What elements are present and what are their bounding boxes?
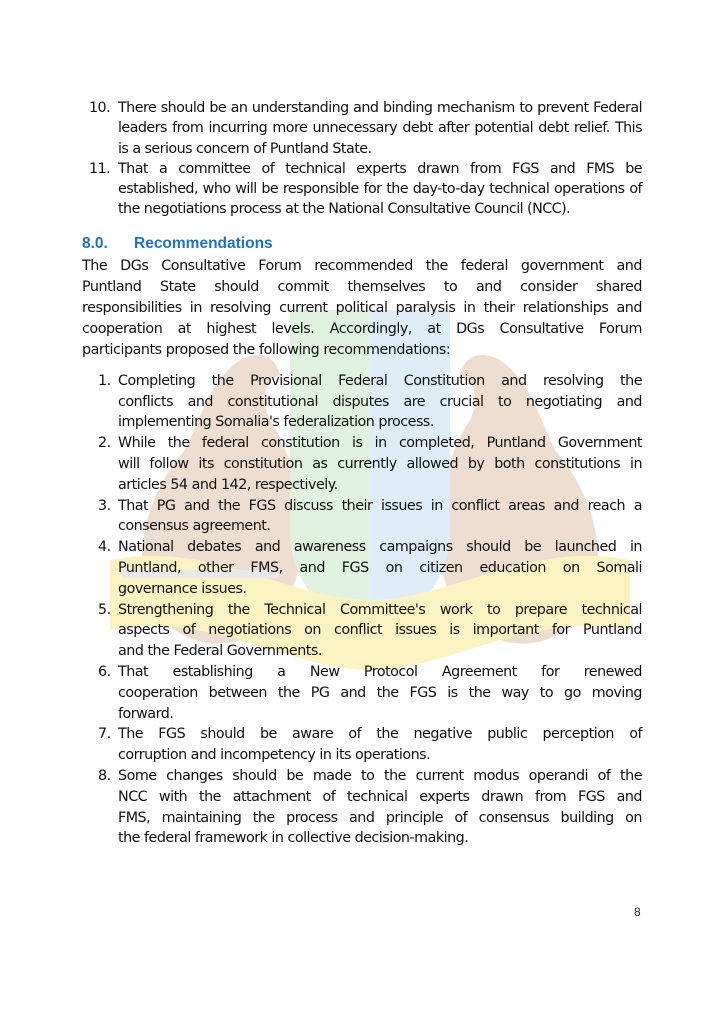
list-text-line: There should be an understanding and binding mechanism to prevent Federal (118, 100, 642, 116)
list-number: 2. (98, 435, 111, 452)
intro-line: responsibilities in resolving current political paralysis in their relationships and (82, 299, 642, 316)
list-text-line: That establishing a New Protocol Agreement for renewed (118, 663, 642, 680)
list-number: 3. (98, 497, 111, 514)
list-text-line: Some changes should be made to the current modus operandi of the (118, 767, 642, 784)
intro-line: The DGs Consultative Forum recommended the federal government and (82, 257, 642, 274)
section-title: Recommendations (134, 234, 273, 252)
intro-paragraph (82, 256, 642, 361)
list-text-line: established, who will be responsible for the day-to-day technical operations (118, 181, 630, 198)
list-text-line: NCC with the attachment of technical experts drawn from FGS and (118, 788, 642, 805)
list-text-line: and the Federal Governments. (118, 643, 322, 660)
list-text-line: While the federal constitution is in completed, Puntland Government (118, 435, 642, 452)
list-text-line: the federal framework in collective decision-making. (118, 830, 469, 847)
list-text-line: governance issues. (118, 580, 247, 597)
list-number: 6. (98, 663, 111, 680)
page-number: 8 (634, 905, 641, 919)
list-number: 8. (98, 767, 111, 784)
list-number: 11. (89, 160, 111, 177)
list-text-line: leaders from incurring more unnecessary debt after potential debt relief. This (118, 120, 642, 137)
list-text-line: The FGS should be aware of the negative public perception of (118, 726, 642, 743)
recommendations-list (82, 371, 642, 849)
list-text-line: of the negotiations process at the National Consultative Council (NCC). (118, 181, 642, 218)
list-text-line: implementing Somalia's federalization process. (118, 414, 434, 431)
document-body (82, 98, 642, 849)
list-number: 5. (98, 601, 111, 618)
recommendation-item (82, 537, 642, 599)
recommendation-item (82, 766, 642, 849)
list-text-line: will follow its constitution as currently allowed by both constitutions in (118, 455, 642, 472)
recommendation-item (82, 371, 642, 433)
list-text-line: aspects of negotiations on conflict issues is important for Puntland (118, 622, 642, 639)
intro-line: cooperation at highest levels. Accordingly, at DGs Consultative Forum (82, 320, 642, 337)
list-item-11 (82, 159, 642, 220)
list-number: 10. (89, 100, 111, 116)
list-text-line: Puntland, other FMS, and FGS on citizen education on Somali (118, 559, 642, 576)
list-text-line: Strengthening the Technical Committee's work to prepare technical (118, 601, 642, 618)
list-number: 1. (98, 372, 111, 389)
list-text-line: is a serious concern of Puntland State. (118, 140, 372, 157)
recommendation-item (82, 496, 642, 538)
list-text-line: That a committee of technical experts drawn from FGS and FMS be (118, 160, 642, 177)
list-text-line: corruption and incompetency in its operations. (118, 747, 431, 764)
recommendation-item (82, 433, 642, 495)
list-text-line: Completing the Provisional Federal Constitution and resolving the (118, 372, 642, 389)
section-number: 8.0. (82, 234, 108, 252)
recommendation-item (82, 724, 642, 766)
recommendation-item (82, 600, 642, 662)
list-text-line: That PG and the FGS discuss their issues in conflict areas and reach a (118, 497, 642, 514)
intro-line: Puntland State should commit themselves to and consider shared (82, 278, 642, 295)
list-text-line: articles 54 and 142, respectively. (118, 476, 338, 493)
list-text-line: forward. (118, 705, 174, 722)
list-text-line: consensus agreement. (118, 518, 271, 535)
section-heading (82, 234, 642, 254)
list-number: 4. (98, 539, 111, 556)
list-item-10 (82, 98, 642, 159)
list-text-line: conflicts and constitutional disputes are crucial to negotiating and (118, 393, 642, 410)
list-text-line: FMS, maintaining the process and principle of consensus building on (118, 809, 642, 826)
continued-numbered-list (82, 98, 642, 220)
list-text-line: cooperation between the PG and the FGS is the way to go moving (118, 684, 642, 701)
recommendation-item (82, 662, 642, 724)
list-number: 7. (98, 726, 111, 743)
list-text-line: National debates and awareness campaigns should be launched in (118, 539, 642, 556)
intro-line: participants proposed the following recommendations: (82, 341, 451, 358)
